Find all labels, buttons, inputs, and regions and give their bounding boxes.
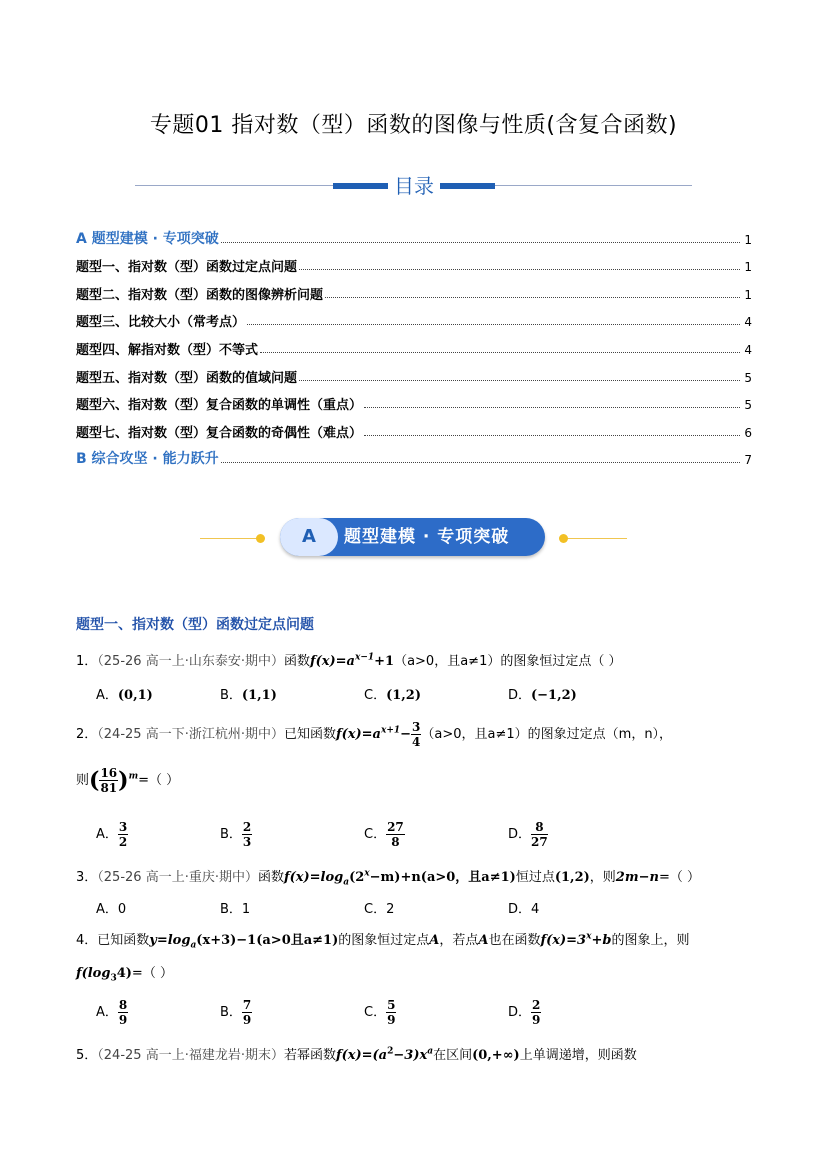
q4-point-a: A xyxy=(429,933,440,948)
toc-item[interactable] xyxy=(76,360,752,388)
q1-pre: 函数 xyxy=(283,654,310,669)
table-of-contents xyxy=(76,222,752,470)
q4-ask: f(log xyxy=(76,966,111,981)
q4-gexp: x xyxy=(586,931,592,942)
q4-rest: (x+3)−1(a>0且a≠1) xyxy=(196,933,339,948)
banner-text: 题型建模 · 专项突破 xyxy=(344,527,510,547)
q3-mid: 恒过点 xyxy=(515,870,555,885)
toc-header-bar-left xyxy=(333,183,388,189)
q4-options xyxy=(76,998,676,1034)
q3-end: =（ ） xyxy=(658,870,700,885)
q3-pre: 函数 xyxy=(257,870,284,885)
q1-opt-c: (1,2) xyxy=(386,688,421,703)
q3-ask: ，则 xyxy=(589,870,616,885)
q1-tail: +1 xyxy=(374,654,395,669)
toc-item-label: 题型五、指对数（型）函数的值域问题 xyxy=(76,370,298,386)
banner-dot-right xyxy=(559,534,568,543)
q3-rest2: −m)+n(a>0，且a≠1) xyxy=(369,870,516,885)
q4-opt-b-label: B． xyxy=(220,1005,242,1020)
q2-opt-d: $\frac{8}{27}$ xyxy=(531,820,548,849)
q3-opt-d: 4 xyxy=(531,902,540,917)
q5-source: （24-25 高一上·福建龙岩·期末） xyxy=(97,1048,284,1063)
toc-item-page: 5 xyxy=(744,398,752,413)
banner-letter: A xyxy=(280,518,338,556)
q4-opt-b: $\frac{7}{9}$ xyxy=(242,998,252,1027)
toc-item-page: 4 xyxy=(744,342,752,357)
q3-opt-b-label: B． xyxy=(220,902,242,917)
banner-dot-left xyxy=(256,534,265,543)
toc-item[interactable] xyxy=(76,415,752,443)
q2-opt-b: $\frac{2}{3}$ xyxy=(242,820,252,849)
q1-func: f(x)=a xyxy=(309,654,355,669)
toc-leader-dots xyxy=(247,324,740,325)
q4-base: a xyxy=(190,940,197,951)
toc-header-text: 目录 xyxy=(388,170,440,199)
q1-opt-c-label: C． xyxy=(364,688,387,703)
q5-func: f(x)=(a xyxy=(335,1048,388,1063)
q4-opt-d: $\frac{2}{9}$ xyxy=(532,998,541,1027)
q5-number: 5． xyxy=(76,1048,98,1063)
q4-mid3: 也在函数 xyxy=(488,933,541,948)
q3-source: （25-26 高一上·重庆·期中） xyxy=(97,870,258,885)
toc-leader-dots xyxy=(221,462,740,463)
toc-item-label: 题型七、指对数（型）复合函数的奇偶性（难点） xyxy=(76,425,363,441)
q5-end: 上单调递增，则函数 xyxy=(519,1048,637,1063)
q1-cond: （a>0，且a≠1）的图象恒过定点（ ） xyxy=(394,654,622,669)
q3-opt-d-label: D． xyxy=(508,902,532,917)
q4-ask2: 4) xyxy=(116,966,132,981)
toc-item-label: A 题型建模 · 专项突破 xyxy=(76,230,219,247)
page-title: 专题01 指对数（型）函数的图像与性质(含复合函数) xyxy=(149,113,678,138)
q4-opt-a-label: A． xyxy=(96,1005,118,1020)
toc-item-label: B 综合攻坚 · 能力跃升 xyxy=(76,451,219,468)
q1-number: 1． xyxy=(76,654,98,669)
toc-leader-dots xyxy=(299,380,740,381)
q2-then: 则 xyxy=(76,773,90,788)
q4-func: y=log xyxy=(149,933,191,948)
q5-mid: 在区间 xyxy=(433,1048,473,1063)
q3-opt-b: 1 xyxy=(241,902,251,917)
toc-item-page: 4 xyxy=(744,315,752,330)
question-2 xyxy=(76,720,672,749)
question-1 xyxy=(76,650,621,669)
q1-opt-b: (1,1) xyxy=(241,688,277,703)
question-5 xyxy=(76,1044,637,1063)
q1-opt-a-label: A． xyxy=(96,688,118,703)
q4-g: f(x)=3 xyxy=(540,933,587,948)
q1-options xyxy=(76,684,676,704)
q2-cond: （a>0，且a≠1）的图象过定点（m，n）， xyxy=(421,727,673,742)
q1-opt-d: (−1,2) xyxy=(531,688,577,703)
q3-func: f(x)=log xyxy=(283,870,344,885)
q5-sq: 2 xyxy=(387,1046,394,1057)
toc-item-page: 1 xyxy=(744,232,752,247)
q1-opt-d-label: D． xyxy=(508,688,532,703)
q3-rexp: x xyxy=(364,868,370,879)
q4-ask-base: 3 xyxy=(110,973,117,984)
toc-leader-dots xyxy=(364,435,740,436)
section-title: 题型一、指对数（型）函数过定点问题 xyxy=(76,617,314,633)
toc-leader-dots xyxy=(364,407,740,408)
q2-fraction: $\frac{3}{4}$ xyxy=(412,720,421,749)
toc-item-label: 题型六、指对数（型）复合函数的单调性（重点） xyxy=(76,398,363,414)
q4-opt-d-label: D． xyxy=(508,1005,532,1020)
q4-mid2: ，若点 xyxy=(439,933,479,948)
q4-gtail: +b xyxy=(591,933,612,948)
q1-opt-a: (0,1) xyxy=(117,688,153,703)
toc-item-label: 题型二、指对数（型）函数的图像辨析问题 xyxy=(76,287,324,303)
q5-rexp: a xyxy=(427,1046,434,1057)
toc-item[interactable] xyxy=(76,388,752,416)
question-4-cont xyxy=(76,962,173,984)
question-4 xyxy=(76,929,689,951)
q5-pre: 若幂函数 xyxy=(283,1048,336,1063)
toc-item-label: 题型四、解指对数（型）不等式 xyxy=(76,342,259,358)
question-3 xyxy=(76,866,700,888)
q3-expr: 2m−n xyxy=(615,870,659,885)
q2-eq: =（ ） xyxy=(138,773,180,788)
q2-opt-a-label: A． xyxy=(96,827,118,842)
q2-paren-l: ( xyxy=(89,767,100,794)
q4-point-a2: A xyxy=(478,933,489,948)
q2-minus: − xyxy=(400,727,412,742)
q4-mid: 的图象恒过定点 xyxy=(338,933,430,948)
q2-source: （24-25 高一下·浙江杭州·期中） xyxy=(97,727,284,742)
q1-exp: x−1 xyxy=(354,652,375,663)
q2-opt-d-label: D． xyxy=(508,827,532,842)
question-2-cont xyxy=(76,766,179,795)
toc-leader-dots xyxy=(221,242,740,243)
q4-opt-c: $\frac{5}{9}$ xyxy=(387,998,396,1027)
toc-item-page: 1 xyxy=(744,260,752,275)
q5-rest: −3)x xyxy=(393,1048,428,1063)
q3-base: a xyxy=(343,877,350,888)
q3-opt-c-label: C． xyxy=(364,902,387,917)
toc-item[interactable] xyxy=(76,305,752,333)
q3-point: (1,2) xyxy=(554,870,590,885)
q2-number: 2． xyxy=(76,727,98,742)
toc-item-page: 5 xyxy=(744,370,752,385)
q4-number: 4． xyxy=(76,933,98,948)
toc-item-label: 题型一、指对数（型）函数过定点问题 xyxy=(76,260,298,276)
toc-item[interactable] xyxy=(76,277,752,305)
toc-item[interactable] xyxy=(76,443,752,471)
q1-opt-b-label: B． xyxy=(220,688,242,703)
toc-header xyxy=(135,170,692,200)
banner-line-left xyxy=(200,538,260,539)
toc-leader-dots xyxy=(260,352,740,353)
q4-mid4: 的图象上，则 xyxy=(611,933,690,948)
q2-opt-c-label: C． xyxy=(364,827,387,842)
q1-source: （25-26 高一上·山东泰安·期中） xyxy=(97,654,284,669)
section-banner xyxy=(200,518,627,558)
q2-opt-c: $\frac{27}{8}$ xyxy=(387,820,404,849)
q2-options xyxy=(76,820,676,856)
toc-item-page: 6 xyxy=(744,425,752,440)
q2-paren-r: ) xyxy=(118,767,129,794)
q2-func: f(x)=a xyxy=(335,727,381,742)
toc-item[interactable] xyxy=(76,250,752,278)
q3-opt-c: 2 xyxy=(386,902,395,917)
q4-pre: 已知函数 xyxy=(97,933,150,948)
q3-rest: (2 xyxy=(349,870,365,885)
q2-base-fraction: $\frac{16}{81}$ xyxy=(100,766,118,795)
q2-pre: 已知函数 xyxy=(283,727,336,742)
q3-number: 3． xyxy=(76,870,98,885)
banner-pill xyxy=(280,518,545,556)
q3-opt-a: 0 xyxy=(117,902,127,917)
toc-item-page: 7 xyxy=(744,453,752,468)
toc-item[interactable] xyxy=(76,332,752,360)
q3-options xyxy=(76,898,676,918)
toc-item-page: 1 xyxy=(744,287,752,302)
q2-opt-a: $\frac{3}{2}$ xyxy=(118,820,128,849)
toc-leader-dots xyxy=(299,269,740,270)
q2-opt-b-label: B． xyxy=(220,827,242,842)
q4-opt-a: $\frac{8}{9}$ xyxy=(118,998,128,1027)
toc-item[interactable] xyxy=(76,222,752,250)
q2-base-exp: m xyxy=(128,771,139,782)
q2-exp: x+1 xyxy=(380,725,401,736)
toc-leader-dots xyxy=(325,297,740,298)
toc-item-label: 题型三、比较大小（常考点） xyxy=(76,315,246,331)
q5-interval: (0,+∞) xyxy=(472,1048,520,1063)
banner-line-right xyxy=(566,538,627,539)
q4-end: =（ ） xyxy=(131,966,173,981)
toc-header-bar-right xyxy=(440,183,495,189)
q4-opt-c-label: C． xyxy=(364,1005,387,1020)
q3-opt-a-label: A． xyxy=(96,902,118,917)
